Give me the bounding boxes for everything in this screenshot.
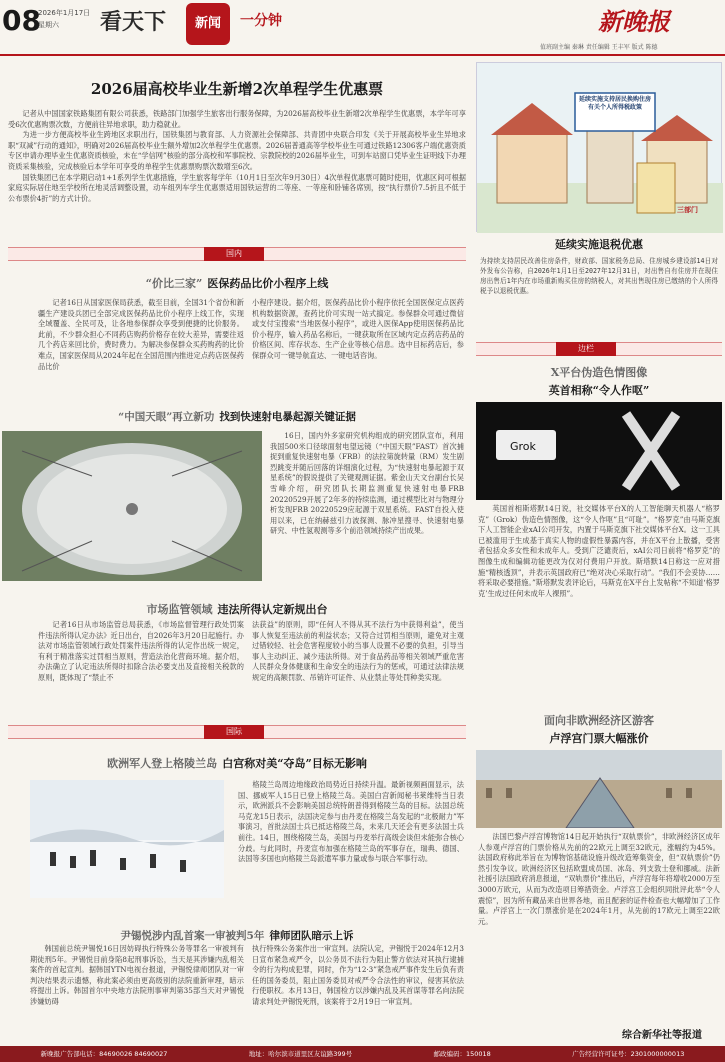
tax-article: [476, 236, 722, 296]
louvre-body: 法国巴黎卢浮宫博物馆14日起开始执行“双轨票价”，非欧洲经济区成年人参观卢浮宫的门票价格从先前的22欧元上调至32欧元，涨幅约为45%。法国政府称此举旨在为博物馆基础设施升级改造筹集资金，但“双轨票价”仍然引发争议。欧洲经济区包括欧盟成员国、冰岛、列支敦士登和挪威。法新社援引法国政府消息报道，“双轨票价”推出后，卢浮宫每年将增收2000万至3000万欧元，从而为改造项目筹措资金。卢浮宫工会组织同批评此举“令人震惊”，因为所有藏品来自世界各地，而且配套的证件检查也大幅增加了工作量。卢浮宫上一次门票涨价是在2024年1月，从先前的17欧元上调至22欧元。: [478, 832, 720, 926]
illustration-caption: 三部门: [677, 205, 698, 214]
lead-paragraph: 记者从中国国家铁路集团有限公司获悉，铁路部门加强学生旅客出行服务保障，为2026届高校毕业生新增2次单程学生优惠票，本学年可享受6次优惠购票次数，方便前往异地求职，助力稳就业。: [8, 109, 466, 129]
domestic-label: 国内: [204, 247, 264, 261]
fast-body: 16日，国内外多家研究机构组成的研究团队宣布，利用我国500米口径球面射电望远镜（“中国天眼”FAST）首次捕捉到重复快速射电暴（FRB）的法拉第旋转量（RM）发生剧烈跳变并随后回落的详细演化过程，为“快速射电暴起源于双星系统”的假说提供了关键观测证据。紫金山天文台副台长吴雪峰介绍，研究团队长期监测重复快速射电暴FRB 20220529开展了2年多的持续监测，通过模型比对与物理分析发现FRB 20220529应起源于双星系统。FAST自投入使用以来，已在纳赫兹引力波探测、脉冲星搜寻、快速射电暴研究、中性氢观测等多个前沿领域持续产出成果。: [270, 431, 464, 536]
footer-phone: 新晚报广告部电话：84690026 84690027: [40, 1050, 168, 1058]
column-subtitle: 一分钟: [240, 13, 282, 29]
market-kicker: 市场监管领域: [146, 603, 213, 616]
footer-license: 广告经营许可证号：2301000000013: [572, 1050, 685, 1058]
grok-photo: [476, 402, 722, 500]
louvre-kicker: 面向非欧洲经济区游客: [544, 714, 654, 727]
issue-date: 2026年1月17日: [38, 9, 91, 17]
tax-illustration: [476, 62, 722, 232]
lead-paragraph: 国铁集团已在本学期启动1+1系列学生优惠措施，学生旅客每学年（10月1日至次年9月30日）4次单程优惠票可随时使用，优惠区间可根据家庭实际居住地至学校所在地灵活调整设置，动车组列车学生优惠票适用国铁运营的二等座、一等座和卧铺各席别，按“执行票价7.5折且不低于公布票价4折”的方式计价。: [8, 172, 466, 203]
greenland-kicker: 欧洲军人登上格陵兰岛: [107, 757, 218, 770]
lead-paragraph: 为进一步方便高校毕业生跨地区求职出行，国铁集团与教育部、人力资源社会保障部、共青团中央联合印发《关于开展高校毕业生异地求职“双减”行动的通知》，明确对2026届高校毕业生额外增加2次单程学生优惠票。2026届普通高等学校毕业生可通过铁路12306客户端优惠资质专区申请办理毕业生优惠资质核验，未在“学信网”核验的部分高校和军事院校、宗教院校的2026届毕业生，可到车站窗口凭毕业生证明线下办理资质采集核验，完成核验后本学年可享受的单程学生优惠票购票次数增至6次。: [8, 130, 466, 171]
column-title: 看天下: [100, 9, 167, 35]
tax-body: 为持续支持居民改善住房条件，财政部、国家税务总局、住房城乡建设部14日对外发布公告称，自2026年1月1日至2027年12月31日，对出售自有住房并在现住房出售后1年内在市场重新购买住房的纳税人，对其出售现住房已缴纳的个人所得税予以退税优惠。: [480, 257, 718, 295]
lead-article: [8, 62, 466, 234]
fast-kicker: “中国天眼”再立新功: [118, 411, 215, 423]
domestic-banner: [8, 247, 466, 261]
drug-price-col-right: 小程序建设。据介绍，医保药品比价小程序依托全国医保定点医药机构数据资源，查药比价可实现一站式搞定。参保群众可通过微信或支付宝搜索“当地医保小程序”，或进入医保App使用医保药品比价小程序，输入药品名称后，一键获取所在区域内定点药店药品的价格区间、库存状态、生产企业等核心信息。选中目标药店后，参保群众可一键导航直达、一键电话咨询。: [252, 298, 464, 360]
fast-headline: [8, 405, 466, 424]
market-col-right: 法获益”的原则，即“任何人不得从其不法行为中获得利益”，使当事人恢复至违法前的利益状态；又符合过罚相当原则，避免对主观过错较轻、社会危害程度较小的当事人设置不必要的负担，引导当事人主动纠正、减少违法所得。对于食品药品等相关领域严重危害人民群众身体健康和生命安全的违法行为的惩戒，可通过法律法规规定的高额罚款、吊销许可证件、从业禁止等处罚种类实现。: [252, 620, 464, 682]
louvre-photo: [476, 750, 722, 828]
news-credit: 综合新华社等报道: [622, 1030, 702, 1041]
market-headline: [8, 598, 466, 617]
column-stamp: [186, 3, 230, 45]
drug-price-article: [8, 270, 466, 371]
market-title: 违法所得认定新规出台: [217, 603, 328, 616]
tax-title: 延续实施退税优惠: [555, 238, 643, 251]
international-label: 国际: [204, 725, 264, 739]
fast-article: [8, 405, 466, 536]
newspaper-logo: 新晚报: [598, 7, 670, 36]
fast-title: 找到快速射电暴起源关键证据: [219, 411, 356, 423]
greenland-headline: [8, 752, 466, 771]
yoon-col-left: 韩国前总统尹锡悦16日因妨碍执行特殊公务等罪名一审被判有期徒刑5年。尹锡悦目前身陷8起刑事诉讼，当天是其涉嫌内乱相关案件的首起宣判。据韩国YTN电视台报道，尹锡悦律师团队对一审判决结果表示遗憾，称此案必须由更高级别的法院重新审理，暗示将提出上诉。韩国首尔中央地方法院刑事审判第35部当天对尹锡悦涉嫌妨碍: [30, 944, 244, 1006]
yoon-title: 律师团队暗示上诉: [269, 930, 354, 942]
greenland-article: [8, 752, 466, 864]
grok-article: [476, 364, 722, 599]
louvre-title: 卢浮宫门票大幅涨价: [549, 732, 649, 745]
international-banner: [8, 725, 466, 739]
market-article: [8, 598, 466, 682]
masthead: [0, 0, 725, 56]
yoon-kicker: 尹锡悦涉内乱首案一审被判5年: [120, 930, 265, 942]
footer-bar: [0, 1046, 725, 1062]
grok-kicker: X平台伪造色情图像: [550, 366, 648, 379]
fast-telescope-photo: [2, 431, 262, 581]
page-number: 08: [2, 4, 41, 37]
lead-body: [8, 109, 466, 204]
svg-text:Grok: Grok: [510, 440, 536, 453]
grok-title: 英首相称“令人作呕”: [548, 384, 650, 397]
drug-price-title: 医保药品比价小程序上线: [207, 277, 329, 290]
footer-postcode: 邮政编码：150018: [433, 1050, 491, 1058]
yoon-headline: [8, 924, 466, 943]
greenland-body: 格陵兰岛周边地缘政治局势近日持续升温。最新视频画面显示，法国、挪威军人15日已登上格陵兰岛。美国白宫新闻秘书莱维特当日表示，欧洲派兵不会影响美国总统特朗普得到格陵兰岛的目标。法国总统马克龙15日表示，法国决定参与由丹麦在格陵兰岛发起的“北极耐力”军事演习，首批法国士兵已抵达格陵兰岛，未来几天还会有更多法国士兵前往。14日，围绕格陵兰岛，美国与丹麦举行高级会谈但未能弥合核心分歧。与此同时，丹麦宣布加强在格陵兰岛的军事存在，瑞典、德国、法国等多国也向格陵兰岛派遣军事力量或参与联合军事行动。: [238, 780, 464, 864]
yoon-article: [8, 924, 466, 1006]
drug-price-col-left: 记者16日从国家医保局获悉，截至目前，全国31个省份和新疆生产建设兵团已全部完成医保药品比价小程序上线工作，实现全域覆盖、全民可及，让各地参保群众享受到便捷的比价服务。此前，不少群众担心不同药店购药价格存在较大差异，需要往返几个药店来回比价，费时费力。为解决参保群众买药购药的比价难点，国家医保局从2024年起在全国范围内推进定点药店医保药品比价: [38, 298, 244, 371]
stamp-text: 新闻: [194, 16, 221, 31]
greenland-title: 白宫称对美“夺岛”目标无影响: [222, 757, 367, 770]
side-banner: [476, 342, 722, 356]
greenland-photo: [30, 780, 224, 898]
lead-title: 2026届高校毕业生新增2次单程学生优惠票: [90, 80, 384, 98]
market-col-left: 记者16日从市场监管总局获悉，《市场监督管理行政处罚案件违法所得认定办法》近日出台，自2026年3月20日起施行。办法对市场监管领域行政处罚案件违法所得的认定作出统一规定，有利于精准落实过罚相当原则，营造法治化营商环境。据介绍，办法确立了认定违法所得时扣除合法必要支出及直接相关税款的原则，既体现了“禁止不: [38, 620, 244, 682]
louvre-article: [476, 712, 722, 1048]
grok-body: 英国首相斯塔默14日说，社交媒体平台X的人工智能聊天机器人“格罗克”（Grok）伪造色情图像，这“令人作呕”且“可耻”。“格罗克”由马斯克旗下人工智能企业xAI公司开发，内置于马斯克旗下社交媒体平台X。这一工具已被滥用于生成基于真实人物的虚假性暴露内容，并在X平台上散播，受害者包括众多女性和未成年人。受到广泛谴责后，xAI公司日前将“格罗克”的图像生成和编辑功能更改为仅对付费用户开放。斯塔默14日称这一应对措施“精核透顶”，并表示英国政府已“绝对决心采取行动”。“我们不会妥协……将采取必要措施。”斯塔默发表评论后，马斯克在X平台上发帖称“不知道‘格罗克’生成过任何未成年人裸照”。: [478, 504, 720, 598]
illustration-sign: 延续实施支持居民换购住房有关个人所得税政策: [578, 96, 651, 111]
issue-weekday: 星期六: [38, 21, 59, 29]
side-label: 边栏: [556, 342, 616, 356]
footer-address: 地址：哈尔滨市道里区友谊路399号: [248, 1050, 353, 1058]
yoon-col-right: 执行特殊公务案作出一审宣判。法院认定，尹锡悦于2024年12月3日宣布紧急戒严令，以公务员不法行为阻止警方依法对其执行逮捕令的行为构成犯罪，同时，作为“12·3”紧急戒严事件发生后负有责任的国务委员，阻止国务委员对戒严令合法性的审议，侵害其依法行使职权。本月13日，韩国检方以涉嫌内乱及其首谋等罪名向法院请求判处尹锡悦死刑，该案将于2月19日一审宣判。: [252, 944, 464, 1006]
drug-price-headline: [8, 272, 466, 291]
editor-credits: 值班副主编 秦琳 责任编辑 王丰军 版式 陈德: [540, 44, 658, 51]
drug-price-kicker: “价比三家”: [145, 277, 203, 290]
